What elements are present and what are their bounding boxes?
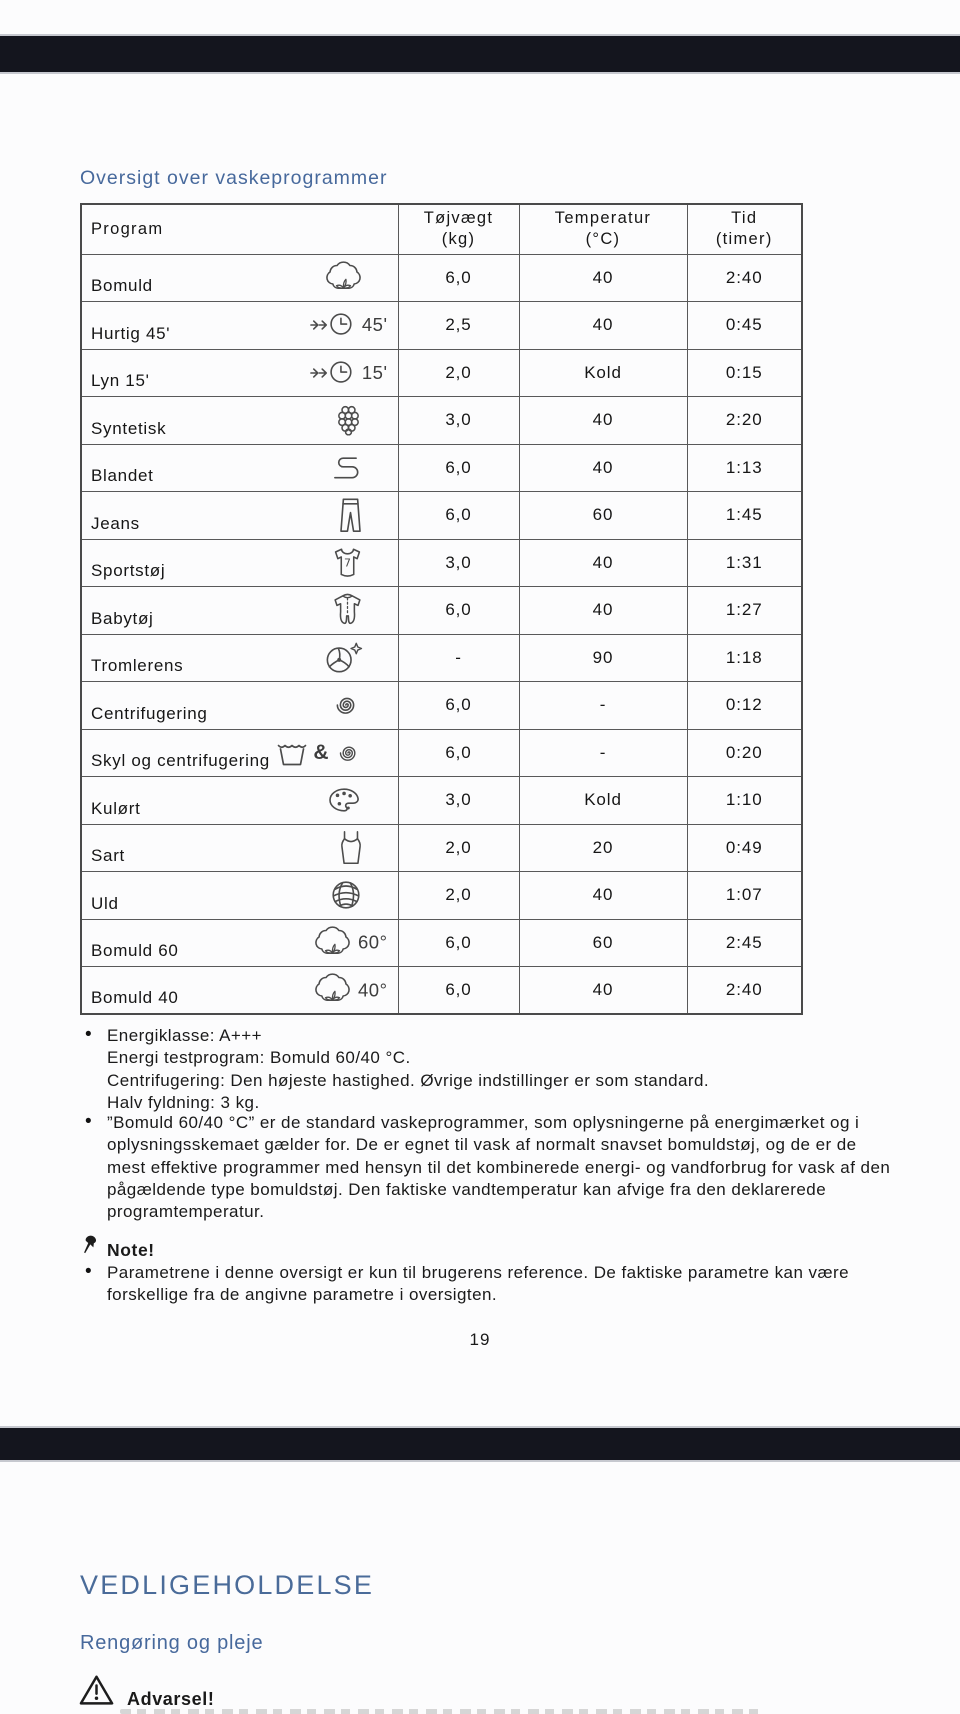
header-weight: Tøjvægt (kg) bbox=[398, 204, 519, 254]
note-callout bbox=[82, 1235, 155, 1261]
cotton-icon bbox=[323, 259, 364, 296]
program-cell bbox=[81, 919, 398, 967]
temperature-cell: 20 bbox=[519, 824, 687, 872]
weight-cell: 2,0 bbox=[398, 824, 519, 872]
time-cell: 1:13 bbox=[687, 444, 802, 492]
time-cell: 2:45 bbox=[687, 919, 802, 967]
program-label: Jeans bbox=[91, 513, 140, 533]
program-cell bbox=[81, 254, 398, 302]
program-cell bbox=[81, 397, 398, 445]
sport-shirt-icon bbox=[331, 545, 364, 580]
palette-icon bbox=[326, 785, 364, 815]
maintenance-heading: VEDLIGEHOLDELSE bbox=[80, 1570, 375, 1600]
warning-label: Advarsel! bbox=[127, 1689, 215, 1709]
synthetic-icon bbox=[333, 405, 364, 436]
program-label: Bomuld bbox=[91, 276, 153, 295]
temperature-cell: - bbox=[519, 729, 687, 777]
note-line: Centrifugering: Den højeste hastighed. Øvrige indstillinger er som standard. bbox=[107, 1070, 710, 1090]
weight-cell: 6,0 bbox=[398, 444, 519, 492]
weight-cell: 3,0 bbox=[398, 777, 519, 825]
temperature-cell: 40 bbox=[519, 397, 687, 445]
header-program bbox=[81, 204, 398, 254]
time-cell: 1:31 bbox=[687, 539, 802, 587]
program-label: Kulørt bbox=[91, 798, 141, 818]
bullet-item bbox=[80, 1262, 898, 1307]
standard-program-note-bullet bbox=[80, 1112, 898, 1223]
program-label: Bomuld 40 bbox=[91, 988, 179, 1007]
page-number: 19 bbox=[469, 1330, 491, 1349]
quick-wash-icon bbox=[308, 310, 388, 340]
table-row bbox=[81, 349, 802, 397]
time-cell: 2:40 bbox=[687, 254, 802, 302]
time-cell: 2:40 bbox=[687, 967, 802, 1015]
temperature-cell: 90 bbox=[519, 634, 687, 682]
temperature-cell: 40 bbox=[519, 967, 687, 1015]
time-cell: 0:20 bbox=[687, 729, 802, 777]
spin-icon bbox=[330, 688, 364, 722]
table-row bbox=[81, 967, 802, 1015]
note-paragraph: • ”Bomuld 60/40 °C” er de standard vaskeprogrammer, som oplysningerne på energimærket og i oplysningsskemaet gælder for. De er egnet til vask af normalt snavset bomuldstøj, og de er de mest effektive programmer med hensyn til det kombinerede energi- og vandforbrug for vask af den pågældende type bomuldstøj. Den faktiske vandtemperatur kan afvige fra den deklarerede programtemperatur. bbox=[107, 1113, 891, 1222]
drum-clean-icon bbox=[322, 640, 364, 676]
svg-text:7: 7 bbox=[343, 556, 351, 570]
note-line: Halv fyldning: 3 kg. bbox=[107, 1092, 260, 1112]
time-cell: 1:10 bbox=[687, 777, 802, 825]
time-cell: 2:20 bbox=[687, 397, 802, 445]
temperature-cell: 40 bbox=[519, 587, 687, 635]
table-row bbox=[81, 682, 802, 730]
program-cell bbox=[81, 444, 398, 492]
table-row bbox=[81, 587, 802, 635]
cut-off-text-line bbox=[120, 1709, 760, 1714]
wash-programs-table bbox=[80, 203, 803, 1015]
table-row bbox=[81, 729, 802, 777]
program-label: Skyl og centrifugering bbox=[91, 751, 270, 770]
program-label: Sart bbox=[91, 846, 125, 865]
weight-cell: 3,0 bbox=[398, 397, 519, 445]
pushpin-icon bbox=[82, 1235, 98, 1261]
table-body bbox=[81, 254, 802, 1014]
temperature-cell: Kold bbox=[519, 349, 687, 397]
program-cell bbox=[81, 729, 398, 777]
program-icon-label: 45' bbox=[361, 314, 388, 336]
table-row bbox=[81, 397, 802, 445]
program-label: Blandet bbox=[91, 466, 154, 485]
weight-cell: 6,0 bbox=[398, 919, 519, 967]
table-row bbox=[81, 302, 802, 350]
temperature-cell: 60 bbox=[519, 492, 687, 540]
weight-cell: 6,0 bbox=[398, 254, 519, 302]
rinse-spin-icon: & bbox=[276, 738, 363, 768]
program-label: Centrifugering bbox=[91, 703, 208, 723]
program-label: Hurtig 45' bbox=[91, 323, 171, 343]
program-label: Tromlerens bbox=[91, 656, 184, 675]
table-header-row bbox=[81, 204, 802, 254]
weight-cell: - bbox=[398, 634, 519, 682]
program-label: Syntetisk bbox=[91, 418, 167, 438]
program-label: Bomuld 60 bbox=[91, 941, 179, 960]
quick-wash-icon bbox=[308, 358, 388, 388]
energy-notes-bullet bbox=[80, 1025, 898, 1114]
header-program-label: Program bbox=[91, 219, 164, 238]
table-row bbox=[81, 777, 802, 825]
weight-cell: 6,0 bbox=[398, 967, 519, 1015]
program-cell bbox=[81, 539, 398, 587]
section-title: Oversigt over vaskeprogrammer bbox=[80, 167, 388, 189]
wool-icon bbox=[328, 877, 364, 913]
program-label: Lyn 15' bbox=[91, 371, 150, 390]
warning-callout bbox=[78, 1674, 214, 1712]
program-label: Babytøj bbox=[91, 608, 154, 628]
jeans-icon bbox=[337, 496, 364, 534]
program-cell bbox=[81, 492, 398, 540]
temperature-cell: 40 bbox=[519, 444, 687, 492]
maintenance-subheading: Rengøring og pleje bbox=[80, 1632, 264, 1654]
program-cell bbox=[81, 682, 398, 730]
top-page-divider-bar bbox=[0, 36, 960, 72]
program-cell bbox=[81, 634, 398, 682]
warning-triangle-icon bbox=[78, 1674, 115, 1712]
temperature-cell: - bbox=[519, 682, 687, 730]
time-cell: 0:15 bbox=[687, 349, 802, 397]
baby-onesie-icon bbox=[331, 592, 364, 629]
table-row bbox=[81, 872, 802, 920]
header-temperature: Temperatur (°C) bbox=[519, 204, 687, 254]
weight-cell: 6,0 bbox=[398, 587, 519, 635]
temperature-cell: 40 bbox=[519, 302, 687, 350]
cotton-icon bbox=[312, 924, 387, 961]
program-icon-label: 60° bbox=[358, 931, 388, 953]
note-line: • Energiklasse: A+++ bbox=[107, 1026, 263, 1045]
program-cell bbox=[81, 967, 398, 1015]
table-row bbox=[81, 254, 802, 302]
temperature-cell: 60 bbox=[519, 919, 687, 967]
weight-cell: 3,0 bbox=[398, 539, 519, 587]
bullet-item bbox=[80, 1025, 898, 1114]
weight-cell: 6,0 bbox=[398, 729, 519, 777]
program-cell bbox=[81, 824, 398, 872]
program-icon-label: 40° bbox=[358, 979, 388, 1000]
program-cell bbox=[81, 302, 398, 350]
reference-note-bullet bbox=[80, 1262, 898, 1307]
time-cell: 1:07 bbox=[687, 872, 802, 920]
time-cell: 0:12 bbox=[687, 682, 802, 730]
note-paragraph: • Parametrene i denne oversigt er kun til brugerens reference. De faktiske parametre kan være forskellige fra de angivne parametre i oversigten. bbox=[107, 1263, 850, 1305]
weight-cell: 2,0 bbox=[398, 872, 519, 920]
program-label: Uld bbox=[91, 893, 119, 913]
temperature-cell: 40 bbox=[519, 254, 687, 302]
time-cell: 1:45 bbox=[687, 492, 802, 540]
weight-cell: 2,5 bbox=[398, 302, 519, 350]
temperature-cell: 40 bbox=[519, 872, 687, 920]
table-row bbox=[81, 539, 802, 587]
program-cell bbox=[81, 349, 398, 397]
time-cell: 1:27 bbox=[687, 587, 802, 635]
table-row bbox=[81, 824, 802, 872]
bottom-page-divider-bar bbox=[0, 1428, 960, 1460]
program-cell bbox=[81, 777, 398, 825]
table-row bbox=[81, 492, 802, 540]
camisole-icon bbox=[338, 829, 364, 866]
weight-cell: 6,0 bbox=[398, 492, 519, 540]
note-line: Energi testprogram: Bomuld 60/40 °C. bbox=[107, 1048, 411, 1068]
program-label: Sportstøj bbox=[91, 561, 166, 580]
program-cell bbox=[81, 587, 398, 635]
note-label: Note! bbox=[107, 1240, 155, 1260]
header-time: Tid (timer) bbox=[687, 204, 802, 254]
cotton-icon bbox=[312, 972, 387, 1009]
mixed-icon bbox=[327, 453, 364, 482]
table-row bbox=[81, 634, 802, 682]
time-cell: 0:45 bbox=[687, 302, 802, 350]
program-cell bbox=[81, 872, 398, 920]
weight-cell: 2,0 bbox=[398, 349, 519, 397]
table-row bbox=[81, 444, 802, 492]
temperature-cell: Kold bbox=[519, 777, 687, 825]
temperature-cell: 40 bbox=[519, 539, 687, 587]
time-cell: 0:49 bbox=[687, 824, 802, 872]
bullet-item bbox=[80, 1112, 898, 1223]
weight-cell: 6,0 bbox=[398, 682, 519, 730]
time-cell: 1:18 bbox=[687, 634, 802, 682]
table-row bbox=[81, 919, 802, 967]
program-icon-label: 15' bbox=[361, 361, 388, 383]
